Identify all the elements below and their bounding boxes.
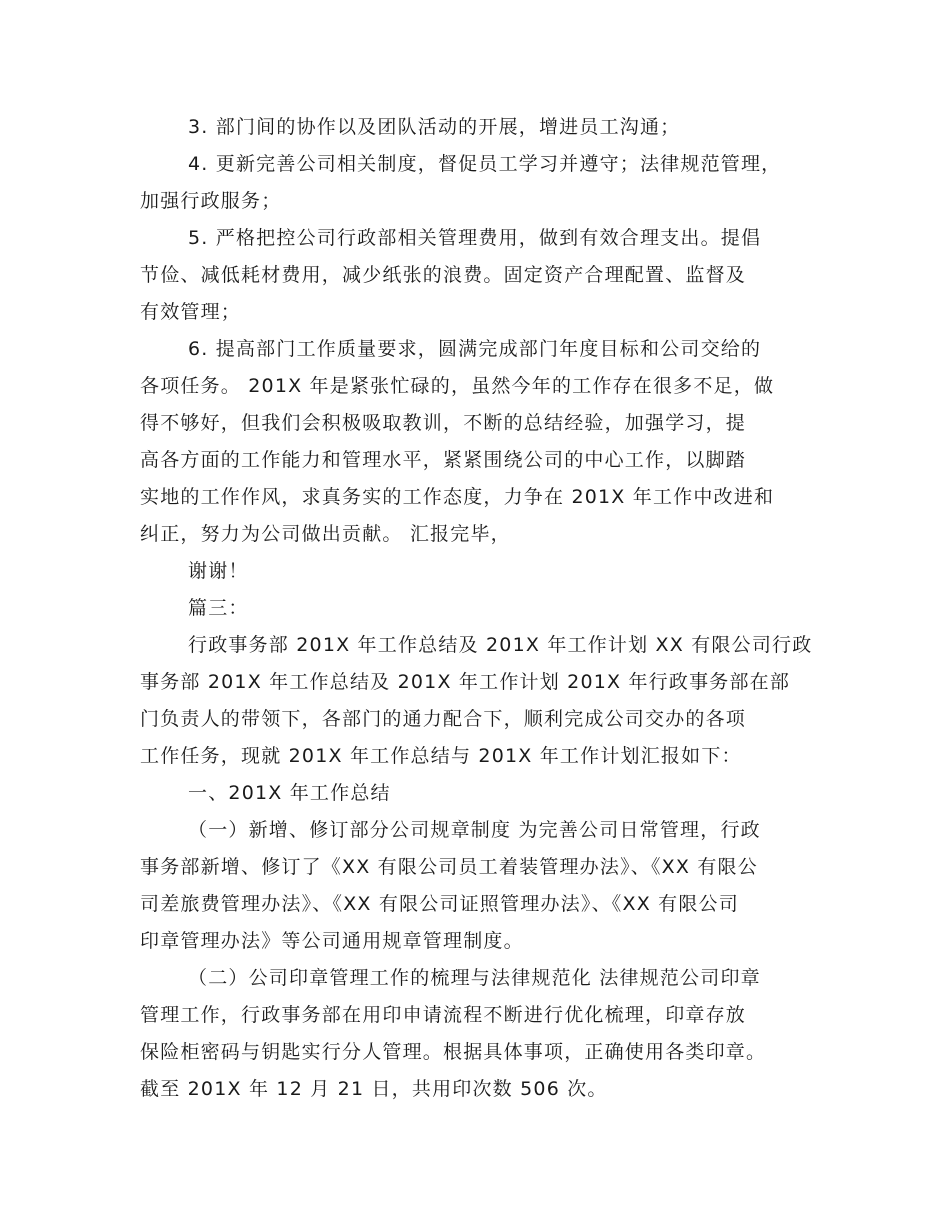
- paragraph-line: 高各方面的工作能力和管理水平，紧紧围绕公司的中心工作，以脚踏: [140, 449, 747, 471]
- paragraph-line: 5. 严格把控公司行政部相关管理费用，做到有效合理支出。提倡: [188, 227, 762, 249]
- paragraph-line: 事务部新增、修订了《XX 有限公司员工着装管理办法》、《XX 有限公: [140, 856, 758, 878]
- paragraph-line: 工作任务，现就 201X 年工作总结与 201X 年工作计划汇报如下：: [140, 745, 742, 767]
- paragraph-line: 节俭、减低耗材费用，减少纸张的浪费。固定资产合理配置、监督及: [140, 264, 747, 286]
- paragraph-line: （二）公司印章管理工作的梳理与法律规范化 法律规范公司印章: [188, 967, 761, 989]
- paragraph-line: 行政事务部 201X 年工作总结及 201X 年工作计划 XX 有限公司行政: [188, 634, 813, 656]
- paragraph-line: 管理工作，行政事务部在用印申请流程不断进行优化梳理，印章存放: [140, 1004, 747, 1026]
- paragraph-line: 6. 提高部门工作质量要求，圆满完成部门年度目标和公司交给的: [188, 338, 762, 360]
- paragraph-line: 截至 201X 年 12 月 21 日，共用印次数 506 次。: [140, 1078, 608, 1100]
- section-heading: 篇三：: [188, 597, 249, 619]
- paragraph-line: 谢谢！: [188, 560, 249, 582]
- paragraph-line: 4. 更新完善公司相关制度，督促员工学习并遵守；法律规范管理，: [188, 153, 782, 175]
- paragraph-line: 有效管理；: [140, 301, 242, 323]
- paragraph-line: 实地的工作作风，求真务实的工作态度，力争在 201X 年工作中改进和: [140, 486, 775, 508]
- paragraph-line: 门负责人的带领下，各部门的通力配合下，顺利完成公司交办的各项: [140, 708, 747, 730]
- paragraph-line: 印章管理办法》等公司通用规章管理制度。: [140, 930, 524, 952]
- section-heading: 一、201X 年工作总结: [188, 782, 391, 804]
- paragraph-line: 各项任务。 201X 年是紧张忙碌的，虽然今年的工作存在很多不足，做: [140, 375, 775, 397]
- paragraph-line: 保险柜密码与钥匙实行分人管理。根据具体事项，正确使用各类印章。: [140, 1041, 767, 1063]
- paragraph-line: 加强行政服务；: [140, 190, 282, 212]
- paragraph-line: 事务部 201X 年工作总结及 201X 年工作计划 201X 年行政事务部在部: [140, 671, 791, 693]
- paragraph-line: 3. 部门间的协作以及团队活动的开展，增进员工沟通；: [188, 116, 681, 138]
- paragraph-line: 纠正，努力为公司做出贡献。 汇报完毕，: [140, 523, 511, 545]
- paragraph-line: （一）新增、修订部分公司规章制度 为完善公司日常管理，行政: [188, 819, 761, 841]
- paragraph-line: 得不够好，但我们会积极吸取教训，不断的总结经验，加强学习，提: [140, 412, 747, 434]
- paragraph-line: 司差旅费管理办法》、《XX 有限公司证照管理办法》、《XX 有限公司: [140, 893, 739, 915]
